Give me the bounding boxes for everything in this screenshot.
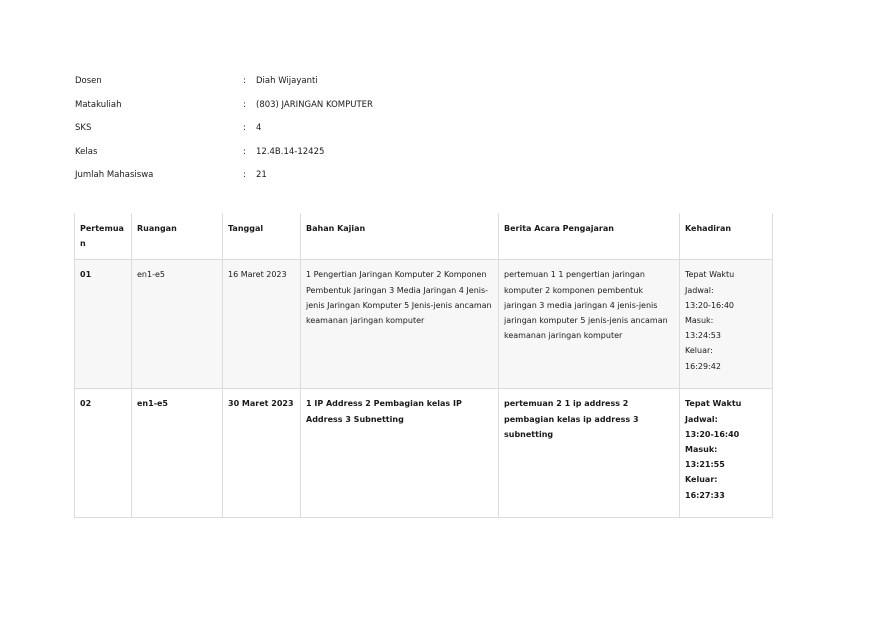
table-row <box>75 260 773 389</box>
cell-ruangan: en1-e5 <box>132 260 223 389</box>
info-colon: : <box>243 146 246 157</box>
attendance-table <box>74 213 773 518</box>
info-colon: : <box>243 76 246 86</box>
cell-tanggal: 30 Maret 2023 <box>223 389 301 518</box>
info-label: Jumlah Mahasiswa <box>75 170 154 180</box>
cell-kehadiran <box>680 260 773 389</box>
check-out-value: 16:27:33 <box>685 490 725 500</box>
check-out-label: Keluar: <box>685 346 713 356</box>
header-berita-acara: Berita Acara Pengajaran <box>499 213 680 260</box>
schedule-label: Jadwal: <box>685 285 714 295</box>
table-row <box>75 389 773 518</box>
schedule-label: Jadwal: <box>685 414 718 424</box>
cell-pertemuan: 02 <box>75 389 132 518</box>
check-out-value: 16:29:42 <box>685 361 721 371</box>
info-row-jumlah-mahasiswa <box>75 170 575 194</box>
header-kehadiran: Kehadiran <box>680 213 773 260</box>
check-out-label: Keluar: <box>685 475 718 485</box>
attendance-status: Tepat Waktu <box>685 399 742 409</box>
cell-pertemuan: 01 <box>75 260 132 389</box>
check-in-value: 13:24:53 <box>685 331 721 341</box>
info-row-dosen <box>75 76 575 100</box>
attendance-status: Tepat Waktu <box>685 270 735 280</box>
info-value: (803) JARINGAN KOMPUTER <box>256 99 373 110</box>
header-bahan-kajian: Bahan Kajian <box>301 213 499 260</box>
check-in-label: Masuk: <box>685 445 718 455</box>
header-tanggal: Tanggal <box>223 213 301 260</box>
course-info <box>75 76 575 194</box>
cell-bahan-kajian: 1 Pengertian Jaringan Komputer 2 Komponen Pembentuk Jaringan 3 Media Jaringan 4 Jenis-jenis Jaringan Komputer 5 Jenis-jenis ancaman keamanan jaringan komputer <box>301 260 499 389</box>
info-colon: : <box>243 123 246 133</box>
info-row-sks <box>75 123 575 147</box>
cell-bahan-kajian: 1 IP Address 2 Pembagian kelas IP Address 3 Subnetting <box>301 389 499 518</box>
info-colon: : <box>243 170 246 180</box>
check-in-label: Masuk: <box>685 316 714 326</box>
schedule-value: 13:20-16:40 <box>685 429 740 439</box>
info-value: 21 <box>256 170 267 180</box>
cell-berita-acara: pertemuan 1 1 pengertian jaringan komputer 2 komponen pembentuk jaringan 3 media jaringan 4 jenis-jenis jaringan komputer 5 jenis-jenis ancaman keamanan jaringan komputer <box>499 260 680 389</box>
info-label: Dosen <box>75 76 102 86</box>
info-label: Kelas <box>75 146 98 157</box>
info-row-kelas <box>75 147 575 171</box>
schedule-value: 13:20-16:40 <box>685 300 734 310</box>
info-value: Diah Wijayanti <box>256 76 318 86</box>
cell-ruangan: en1-e5 <box>132 389 223 518</box>
info-value: 4 <box>256 123 262 133</box>
cell-tanggal: 16 Maret 2023 <box>223 260 301 389</box>
header-ruangan: Ruangan <box>132 213 223 260</box>
header-pertemuan: Pertemuan <box>75 213 132 260</box>
info-label: Matakuliah <box>75 99 122 110</box>
info-row-matakuliah <box>75 100 575 124</box>
cell-berita-acara: pertemuan 2 1 ip address 2 pembagian kelas ip address 3 subnetting <box>499 389 680 518</box>
info-value: 12.4B.14-12425 <box>256 146 325 157</box>
table-header-row <box>75 213 773 260</box>
cell-kehadiran <box>680 389 773 518</box>
check-in-value: 13:21:55 <box>685 460 725 470</box>
info-label: SKS <box>75 123 92 133</box>
info-colon: : <box>243 99 246 110</box>
